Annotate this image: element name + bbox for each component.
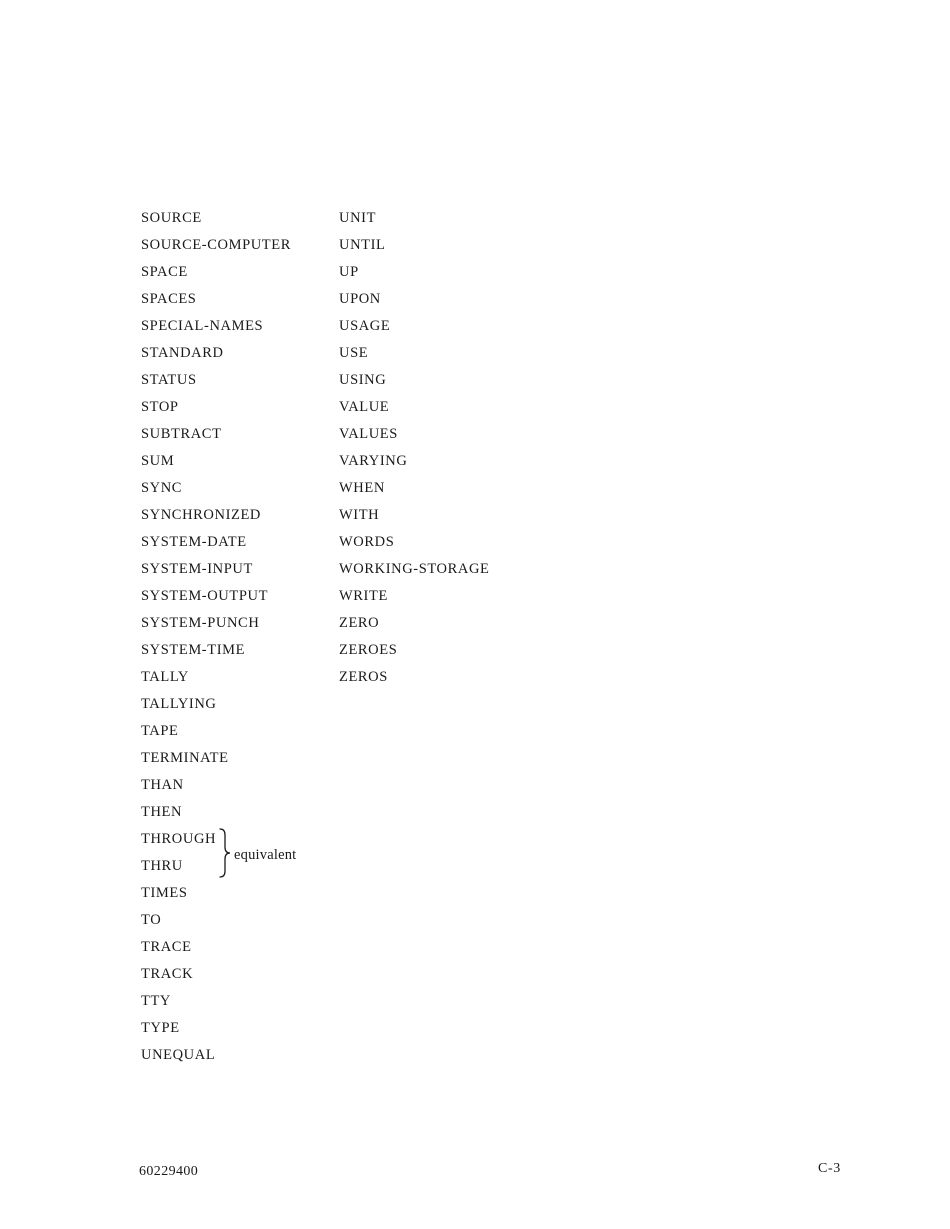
reserved-word: WRITE [339, 588, 388, 604]
reserved-word: SUM [141, 453, 175, 469]
reserved-word: WORKING-STORAGE [339, 561, 490, 577]
reserved-word: STATUS [141, 372, 197, 388]
reserved-word: THROUGH [141, 831, 217, 847]
reserved-word: UPON [339, 291, 381, 307]
reserved-word: TRACK [141, 966, 194, 982]
reserved-word: USE [339, 345, 369, 361]
reserved-word: SPACE [141, 264, 188, 280]
reserved-word: VALUES [339, 426, 398, 442]
reserved-word: TALLY [141, 669, 189, 685]
reserved-word: UNTIL [339, 237, 386, 253]
reserved-word: TYPE [141, 1020, 180, 1036]
reserved-word: ZERO [339, 615, 380, 631]
reserved-word: USAGE [339, 318, 391, 334]
reserved-word: TO [141, 912, 162, 928]
reserved-words-right-column [339, 208, 490, 694]
reserved-word: SYSTEM-OUTPUT [141, 588, 269, 604]
reserved-word: TERMINATE [141, 750, 229, 766]
reserved-word: TAPE [141, 723, 179, 739]
reserved-word: WITH [339, 507, 380, 523]
document-number: 60229400 [139, 1164, 199, 1179]
reserved-word: TIMES [141, 885, 188, 901]
reserved-word: SYSTEM-PUNCH [141, 615, 260, 631]
reserved-word: VALUE [339, 399, 390, 415]
reserved-word: STOP [141, 399, 179, 415]
reserved-word: SYSTEM-INPUT [141, 561, 253, 577]
reserved-word: THAN [141, 777, 184, 793]
reserved-word: VARYING [339, 453, 408, 469]
reserved-word: SYNCHRONIZED [141, 507, 261, 523]
reserved-word: TALLYING [141, 696, 217, 712]
reserved-word: SYSTEM-DATE [141, 534, 247, 550]
equivalence-brace [216, 827, 236, 879]
page-number: C-3 [818, 1161, 841, 1176]
reserved-word: SYSTEM-TIME [141, 642, 246, 658]
reserved-word: SUBTRACT [141, 426, 222, 442]
reserved-word: ZEROS [339, 669, 388, 685]
reserved-word: STANDARD [141, 345, 224, 361]
reserved-word: SPACES [141, 291, 197, 307]
reserved-word: SPECIAL-NAMES [141, 318, 264, 334]
reserved-word: USING [339, 372, 387, 388]
reserved-word: UNEQUAL [141, 1047, 216, 1063]
equivalent-annotation: equivalent [234, 847, 297, 863]
reserved-words-left-column [141, 208, 291, 1072]
reserved-word: WHEN [339, 480, 385, 496]
reserved-word: THRU [141, 858, 183, 874]
reserved-word: UP [339, 264, 359, 280]
reserved-word: ZEROES [339, 642, 398, 658]
reserved-word: UNIT [339, 210, 377, 226]
reserved-word: THEN [141, 804, 183, 820]
reserved-word: SYNC [141, 480, 183, 496]
reserved-word: WORDS [339, 534, 395, 550]
reserved-word: TTY [141, 993, 171, 1009]
reserved-word: SOURCE-COMPUTER [141, 237, 291, 253]
reserved-word: SOURCE [141, 210, 202, 226]
reserved-word: TRACE [141, 939, 192, 955]
